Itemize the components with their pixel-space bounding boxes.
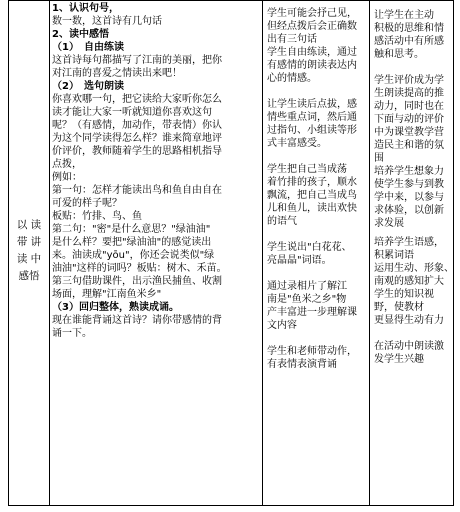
student-line: 有感情的朗读表达内 (267, 60, 357, 71)
teacher-line: 读才能让大家一听就知道你喜欢这句 (52, 107, 212, 118)
intent-line: 求发展 (374, 218, 404, 229)
intent-line: 发学生兴趣 (374, 354, 424, 365)
student-line: 的语气 (267, 216, 297, 227)
student-line: 着竹排的孩子，顺水 (267, 177, 357, 188)
teacher-line: （2） 选句朗读 (52, 81, 124, 92)
student-activity-cell (267, 7, 371, 371)
teacher-line: 价评价，教师随着学生的思路相机指导 (52, 146, 222, 157)
teacher-line: 点拨， (52, 159, 82, 170)
student-line: 飘流，把自己当成鸟 (267, 190, 357, 201)
intent-line: 求体验，以创新 (374, 205, 444, 216)
lesson-table (8, 0, 454, 506)
teacher-line: 来。油读成"yōu"，你还会说类似"绿 (52, 250, 215, 261)
column-divider (49, 1, 50, 505)
student-line: 出有三句话 (267, 34, 317, 45)
student-line: 式丰富感受。 (267, 138, 327, 149)
student-line: 但经点拨后会正确数 (267, 21, 357, 32)
teacher-line: 你喜欢哪一句，把它读给大家听你怎么 (52, 94, 222, 105)
intent-line: 学生的知识视 (374, 289, 434, 300)
teacher-line: 2、读中感悟 (52, 29, 109, 40)
intent-line: 学生评价成为学 (374, 75, 444, 86)
student-line: 让学生读后点拔，感 (267, 99, 357, 110)
intent-line: 培养学生语感， (374, 237, 444, 248)
student-line: 通过录相片了解江 (267, 281, 347, 292)
teacher-line: 1、认识句号， (52, 3, 119, 14)
teacher-line: 例如： (52, 172, 82, 183)
student-line: 学生自由练读，通过 (267, 47, 357, 58)
intent-line: 积累词语 (374, 250, 414, 261)
teacher-line: （1） 自由练读 (52, 42, 124, 53)
intent-line: 培养学生想象力 (374, 166, 444, 177)
student-line: 有表情表演背诵 (267, 359, 337, 370)
column-divider (262, 1, 263, 505)
student-line: 学生可能会抒己见， (267, 8, 357, 19)
teacher-line: （3）回归整体，熟读成诵。 (52, 302, 179, 313)
teacher-line: 第二句："密"是什么意思？"绿油油" (52, 224, 211, 235)
intent-line: 感活动中有所感 (374, 36, 444, 47)
intent-line: 中为课堂教学营 (374, 127, 444, 138)
intent-line: 围 (374, 153, 384, 164)
intent-line: 造民主和谐的氛 (374, 140, 444, 151)
intent-line: 南观的感知扩大 (374, 276, 444, 287)
intent-line: 积极的思维和情 (374, 23, 444, 34)
teacher-line: 现在谁能背诵这首诗？请你带感情的背 (52, 315, 222, 326)
student-line: 学生把自己当成荡 (267, 164, 347, 175)
teacher-line: 场面，理解"江南鱼米乡" (52, 289, 162, 300)
intent-line: 让学生在主动 (374, 10, 434, 21)
stage-label: 以 读 带 讲 读 中 感悟 (16, 219, 42, 282)
intent-line: 下面与动的评价 (374, 114, 444, 125)
student-line: 学生和老师带动作， (267, 346, 357, 357)
intent-line: 动力，同时也在 (374, 101, 444, 112)
student-line: 儿和鱼儿，读出欢快 (267, 203, 357, 214)
intent-line: 学中来，以参与 (374, 192, 444, 203)
intent-line: 触和思考。 (374, 49, 424, 60)
teacher-line: 第三句借助课件，出示渔民捕鱼、收割 (52, 276, 222, 287)
intent-line: 在活动中朗读激 (374, 341, 444, 352)
teacher-line: 油油"这样的词吗？板贴：树木、禾苗。 (52, 263, 227, 274)
teacher-line: 是什么样？要把"绿油油"的感觉读出 (52, 237, 212, 248)
teacher-line: 第一句：怎样才能读出鸟和鱼自由自在 (52, 185, 222, 196)
intent-line: 野，使教材 (374, 302, 424, 313)
student-line: 产丰富进一步理解课 (267, 307, 357, 318)
student-line: 南是"鱼米之乡"物 (267, 294, 347, 305)
intent-line: 运用生动、形象、 (374, 263, 454, 274)
teacher-line: 板贴：竹排、鸟、鱼 (52, 211, 142, 222)
student-line: 亮晶晶"词语。 (267, 255, 332, 266)
student-line: 心的情感。 (267, 73, 317, 84)
student-line: 过指句、小组读等形 (267, 125, 357, 136)
intent-line: 更显得生动有力 (374, 315, 444, 326)
intent-line: 使学生参与到教 (374, 179, 444, 190)
design-intent-cell (374, 9, 452, 366)
teacher-line: 这首诗每句都描写了江南的美丽，把你 (52, 55, 222, 66)
teacher-activity-cell (52, 2, 262, 340)
student-line: 文内容 (267, 320, 297, 331)
teacher-line: 呢？（有感情，加动作，带表情）你认 (52, 120, 222, 131)
teacher-line: 为这个同学读得怎么样？谁来简章地评 (52, 133, 222, 144)
teacher-line: 诵一下。 (52, 328, 92, 339)
student-line: 学生说出"白花花、 (267, 242, 352, 253)
teacher-line: 对江南的喜爱之情读出来吧！ (52, 68, 182, 79)
teacher-line: 可爱的样子呢？ (52, 198, 122, 209)
student-line: 情些重点词，然后通 (267, 112, 357, 123)
intent-line: 生朗读提高的推 (374, 88, 444, 99)
teacher-line: 数一数，这首诗有几句话 (52, 16, 162, 27)
